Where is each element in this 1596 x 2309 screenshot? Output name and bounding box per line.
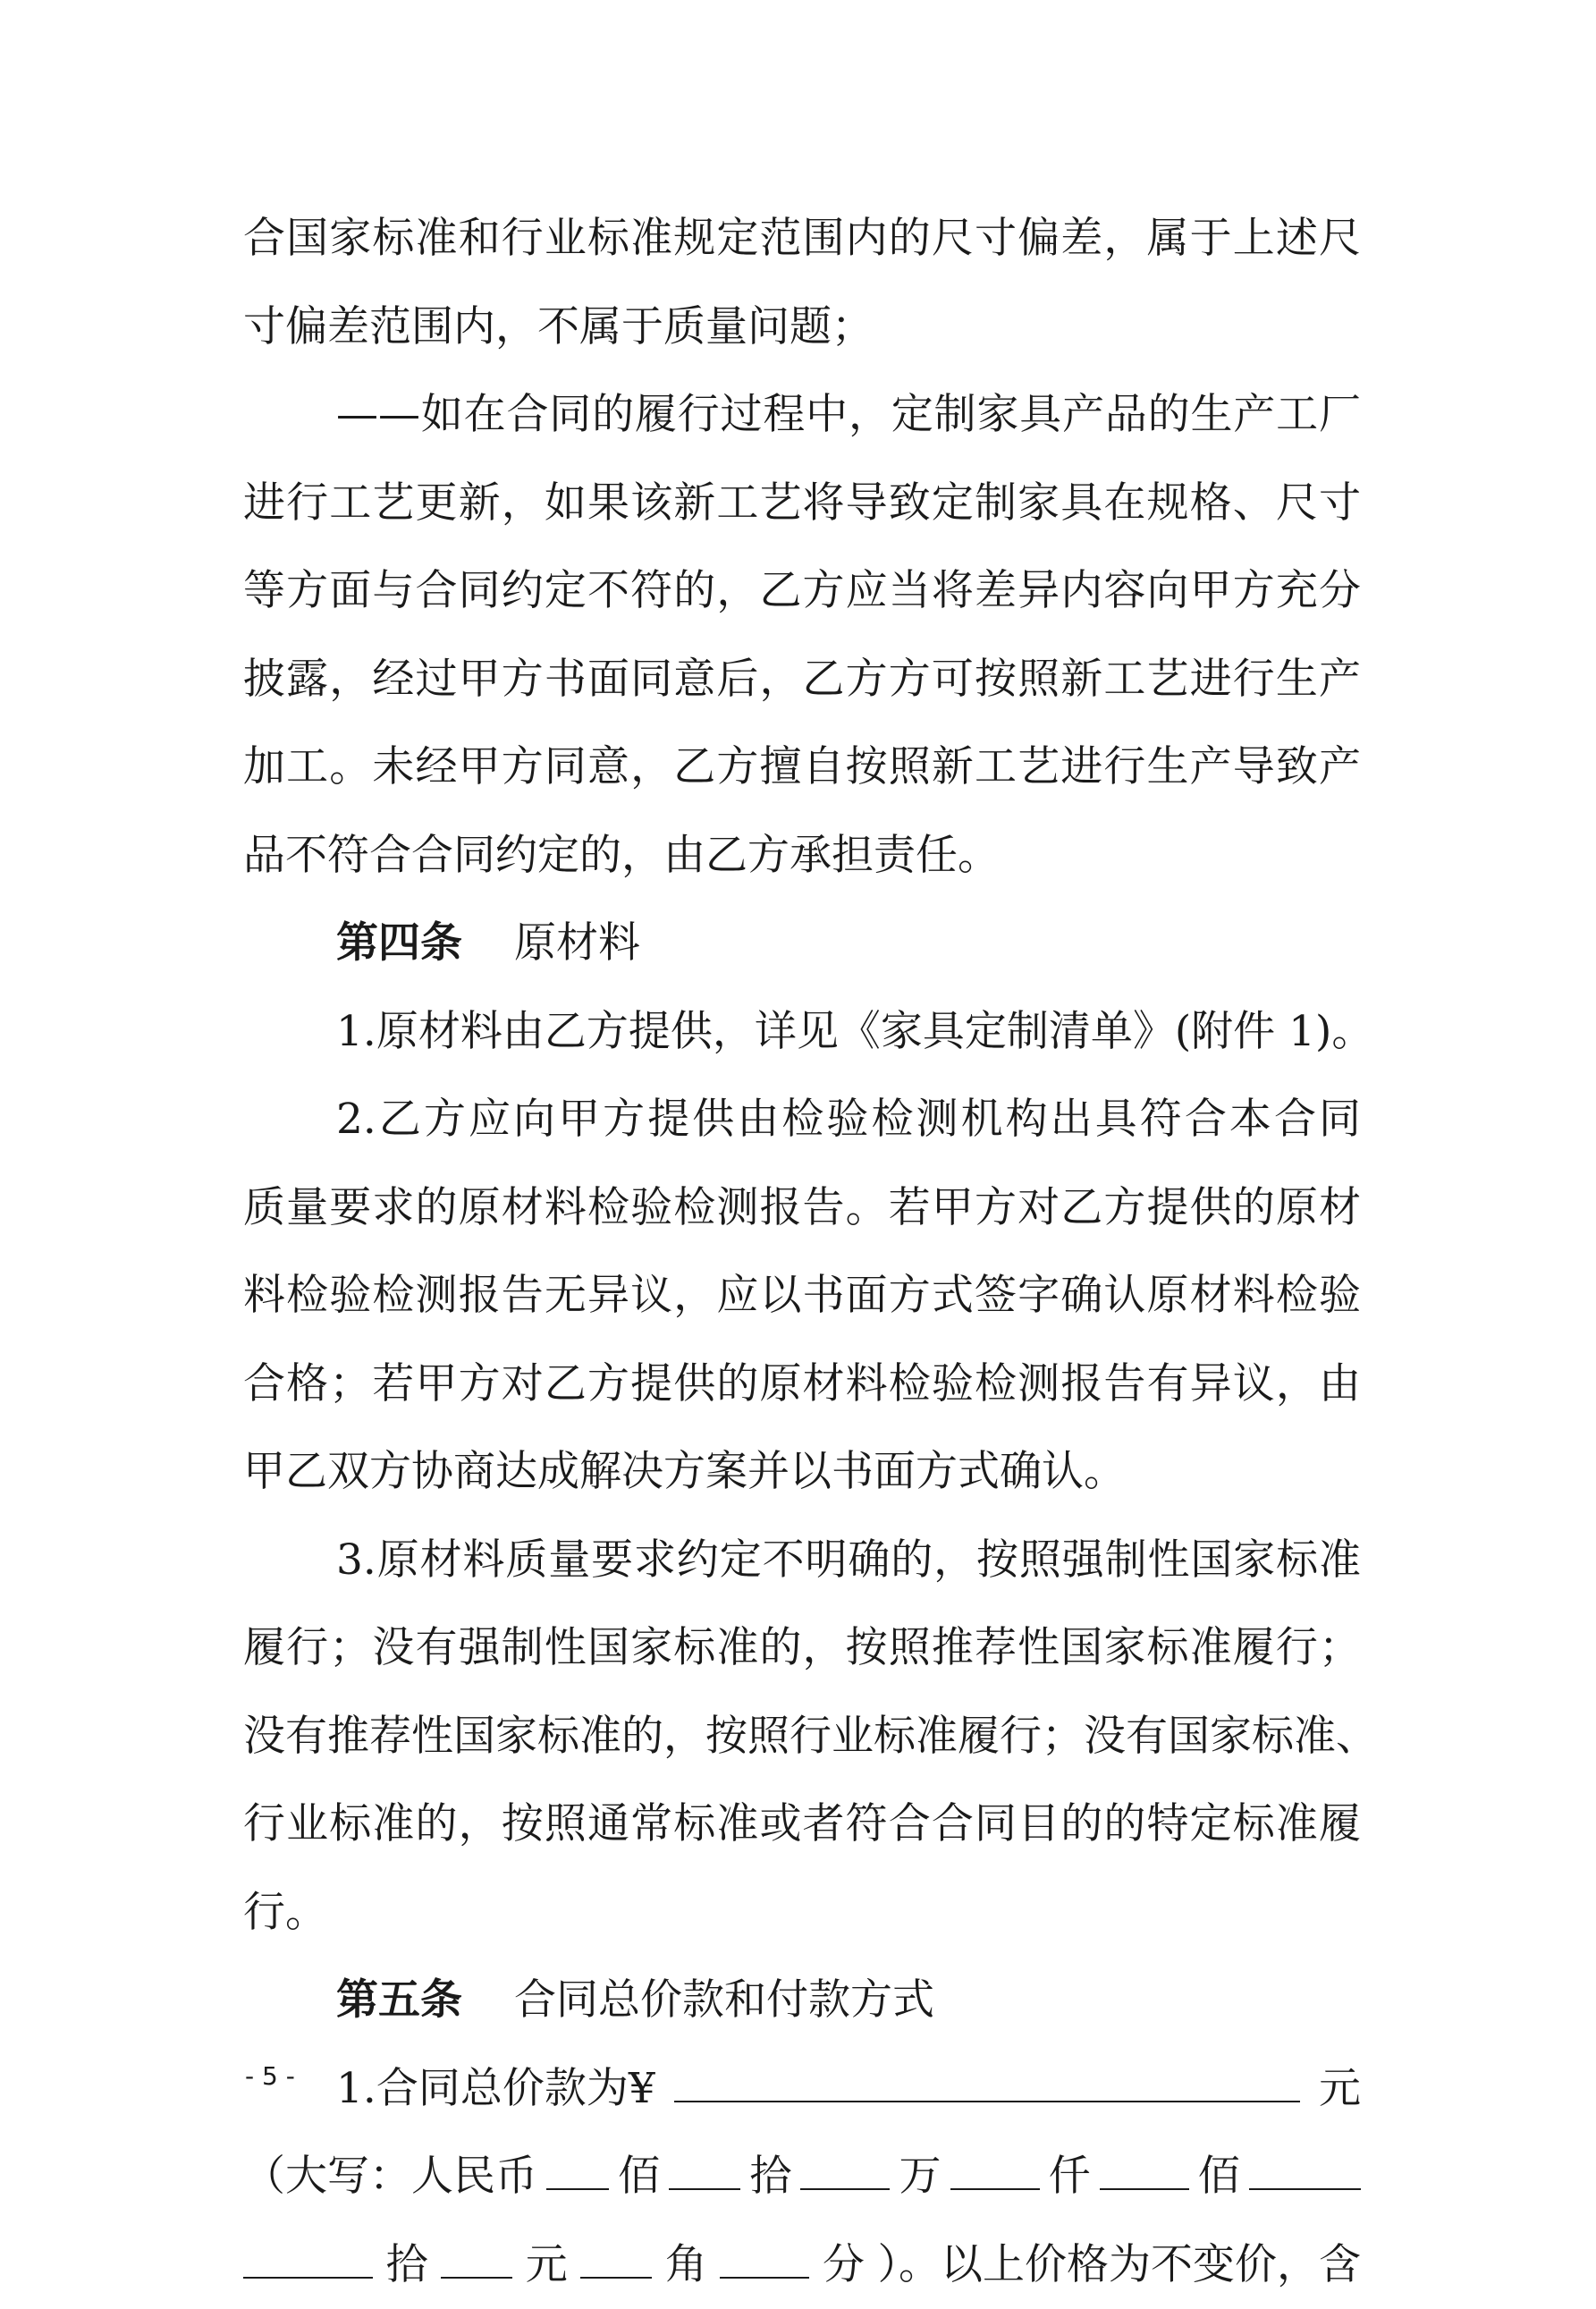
- amount-in-words-line: [243, 2133, 1361, 2221]
- total-price-unit: 元: [1319, 2045, 1361, 2134]
- qian-blank[interactable]: [950, 2153, 1040, 2190]
- amount-words-label: （大写：人民币: [243, 2133, 537, 2221]
- bai-unit: 佰: [618, 2133, 660, 2221]
- paragraph-line: 披露，经过甲方书面同意后，乙方方可按照新工艺进行生产: [243, 636, 1361, 724]
- paragraph-line: ——如在合同的履行过程中，定制家具产品的生产工厂: [243, 371, 1361, 460]
- qian-unit: 仟: [1049, 2133, 1091, 2221]
- trailing-blank[interactable]: [1249, 2153, 1361, 2190]
- article-4-item-2-line: 甲乙双方协商达成解决方案并以书面方式确认。: [243, 1428, 1361, 1517]
- page-body: [243, 195, 1361, 2309]
- article-5-heading: [243, 1957, 1361, 2045]
- price-note: ）。以上价格为不变价，含: [878, 2221, 1362, 2309]
- yuan-unit: 元: [526, 2221, 568, 2309]
- article-4-item-3-line: 履行；没有强制性国家标准的，按照推荐性国家标准履行；: [243, 1604, 1361, 1693]
- shi-unit: 拾: [749, 2133, 791, 2221]
- shi2-blank[interactable]: [441, 2241, 512, 2279]
- article-4-item-2-line: 2.乙方应向甲方提供由检验检测机构出具符合本合同: [243, 1076, 1361, 1164]
- paragraph-line: 加工。未经甲方同意，乙方擅自按照新工艺进行生产导致产: [243, 723, 1361, 812]
- total-price-label: 1.合同总价款为¥: [336, 2045, 655, 2134]
- article-4-heading: [243, 900, 1361, 988]
- total-price-blank[interactable]: [674, 2065, 1300, 2102]
- page-number: - 5 -: [245, 2061, 295, 2091]
- article-4-item-3-line: 没有推荐性国家标准的，按照行业标准履行；没有国家标准、: [243, 1693, 1361, 1781]
- wan-blank[interactable]: [800, 2153, 890, 2190]
- article-4-item-2-line: 合格；若甲方对乙方提供的原材料检验检测报告有异议，由: [243, 1341, 1361, 1429]
- article-5-number: 第五条: [336, 1975, 462, 2025]
- bai2-blank[interactable]: [1100, 2153, 1189, 2190]
- wan-unit: 万: [899, 2133, 941, 2221]
- article-4-item-2-line: 质量要求的原材料检验检测报告。若甲方对乙方提供的原材: [243, 1164, 1361, 1253]
- shi-blank[interactable]: [669, 2153, 740, 2190]
- article-4-item-3-line: 行。: [243, 1869, 1361, 1958]
- article-4-title: 原材料: [514, 918, 640, 968]
- shi2-unit: 拾: [386, 2221, 428, 2309]
- jiao-blank[interactable]: [720, 2241, 809, 2279]
- article-4-item-1: 1.原材料由乙方提供，详见《家具定制清单》(附件 1)。: [243, 988, 1361, 1077]
- article-4-number: 第四条: [336, 918, 462, 968]
- paragraph-line: 进行工艺更新，如果该新工艺将导致定制家具在规格、尺寸: [243, 460, 1361, 548]
- fen-unit: 分: [823, 2221, 865, 2309]
- total-price-line: [243, 2045, 1361, 2134]
- jiao-unit: 角: [665, 2221, 707, 2309]
- paragraph-line: 品不符合合同约定的，由乙方承担责任。: [243, 812, 1361, 901]
- article-4-item-2-line: 料检验检测报告无异议，应以书面方式签字确认原材料检验: [243, 1252, 1361, 1341]
- yuan-blank[interactable]: [580, 2241, 652, 2279]
- article-4-item-3-line: 行业标准的，按照通常标准或者符合合同目的的特定标准履: [243, 1780, 1361, 1869]
- leading-blank[interactable]: [243, 2241, 373, 2279]
- amount-in-words-line-2: [243, 2221, 1361, 2309]
- article-5-title: 合同总价款和付款方式: [514, 1975, 934, 2025]
- bai2-unit: 佰: [1198, 2133, 1240, 2221]
- article-4-item-3-line: 3.原材料质量要求约定不明确的，按照强制性国家标准: [243, 1517, 1361, 1605]
- paragraph-line: 等方面与合同约定不符的，乙方应当将差异内容向甲方充分: [243, 547, 1361, 636]
- bai-blank[interactable]: [546, 2153, 609, 2190]
- paragraph-line: 寸偏差范围内，不属于质量问题；: [243, 283, 1361, 372]
- paragraph-line: 合国家标准和行业标准规定范围内的尺寸偏差，属于上述尺: [243, 195, 1361, 283]
